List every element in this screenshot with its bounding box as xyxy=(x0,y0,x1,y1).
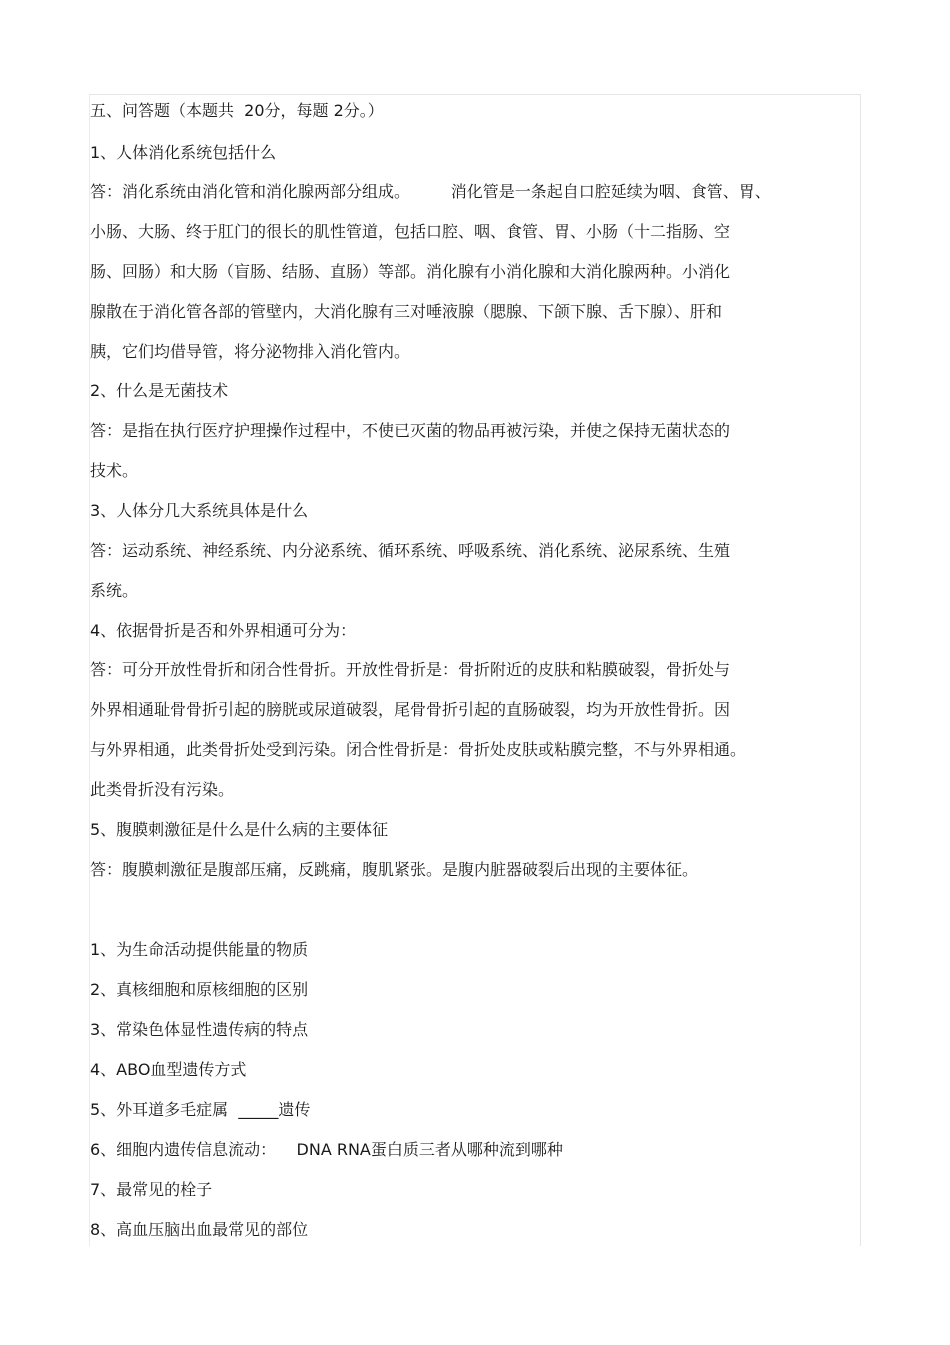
answer-2-line-2: 技术。 xyxy=(90,461,139,480)
answer-4-line-4: 此类骨折没有污染。 xyxy=(90,780,235,799)
list-item-2: 2、真核细胞和原核细胞的区别 xyxy=(90,980,309,999)
list-item-6: 6、细胞内遗传信息流动： DNA RNA蛋白质三者从哪种流到哪种 xyxy=(90,1140,563,1159)
answer-1-line-3: 肠、回肠）和大肠（盲肠、结肠、直肠）等部。消化腺有小消化腺和大消化腺两种。小消化 xyxy=(90,262,731,281)
question-2: 2、什么是无菌技术 xyxy=(90,381,229,400)
answer-4-line-3: 与外界相通，此类骨折处受到污染。闭合性骨折是：骨折处皮肤或粘膜完整，不与外界相通。 xyxy=(90,740,747,759)
answer-3-line-2: 系统。 xyxy=(90,581,139,600)
answer-4-line-1: 答：可分开放性骨折和闭合性骨折。开放性骨折是：骨折附近的皮肤和粘膜破裂，骨折处与 xyxy=(90,660,731,679)
answer-1-line-1: 答：消化系统由消化管和消化腺两部分组成。 消化管是一条起自口腔延续为咽、食管、胃、 xyxy=(90,182,771,201)
question-4: 4、依据骨折是否和外界相通可分为： xyxy=(90,621,357,640)
list-item-1: 1、为生命活动提供能量的物质 xyxy=(90,940,309,959)
question-3: 3、人体分几大系统具体是什么 xyxy=(90,501,309,520)
list-item-8: 8、高血压脑出血最常见的部位 xyxy=(90,1220,309,1239)
answer-2-line-1: 答：是指在执行医疗护理操作过程中，不使已灭菌的物品再被污染，并使之保持无菌状态的 xyxy=(90,421,731,440)
answer-1-line-4: 腺散在于消化管各部的管壁内，大消化腺有三对唾液腺（腮腺、下颌下腺、舌下腺）、肝和 xyxy=(90,302,723,321)
list-item-5: 5、外耳道多毛症属 _____遗传 xyxy=(90,1100,311,1119)
answer-4-line-2: 外界相通耻骨骨折引起的膀胱或尿道破裂，尾骨骨折引起的直肠破裂，均为开放性骨折。因 xyxy=(90,700,731,719)
question-1: 1、人体消化系统包括什么 xyxy=(90,143,277,162)
answer-3-line-1: 答：运动系统、神经系统、内分泌系统、循环系统、呼吸系统、消化系统、泌尿系统、生殖 xyxy=(90,541,731,560)
answer-1-line-5: 胰，它们均借导管，将分泌物排入消化管内。 xyxy=(90,342,411,361)
question-5: 5、腹膜刺激征是什么是什么病的主要体征 xyxy=(90,820,389,839)
list-item-4: 4、ABO血型遗传方式 xyxy=(90,1060,247,1079)
list-item-7: 7、最常见的栓子 xyxy=(90,1180,213,1199)
list-item-3: 3、常染色体显性遗传病的特点 xyxy=(90,1020,309,1039)
answer-5-line-1: 答：腹膜刺激征是腹部压痛，反跳痛，腹肌紧张。是腹内脏器破裂后出现的主要体征。 xyxy=(90,860,699,879)
section-heading: 五、问答题（本题共 20分，每题 2分。） xyxy=(90,101,384,120)
answer-1-line-2: 小肠、大肠、终于肛门的很长的肌性管道，包括口腔、咽、食管、胃、小肠（十二指肠、空 xyxy=(90,222,731,241)
